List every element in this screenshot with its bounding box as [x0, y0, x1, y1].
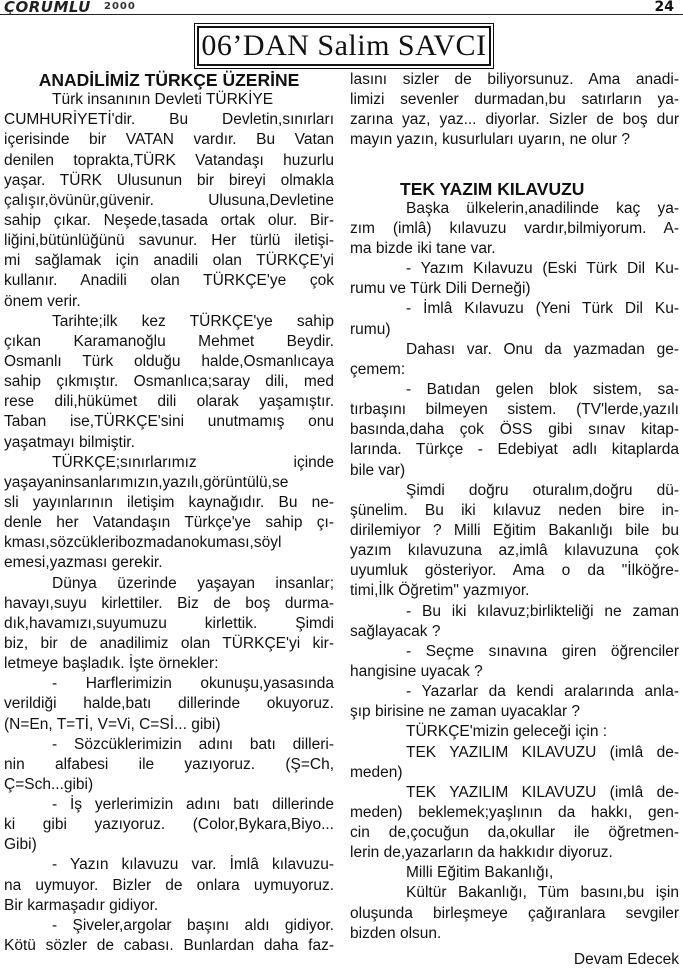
text-line: Taban ise,TÜRKÇE'sini unutmamış onu: [4, 413, 334, 431]
text-line: verildiği halde,batı dillerinde okuyoruz.: [4, 695, 334, 713]
text-line: tırbaşını bilmeyen sistem. (TV'lerde,yazılı: [350, 401, 679, 419]
text-line: yaşar. TÜRK Ulusunun bir bireyi olmakla: [4, 171, 334, 189]
newspaper-logo: ÇORUMLU: [4, 0, 91, 16]
text-line: ki gibi yazıyoruz. (Color,Bykara,Biyo...: [4, 816, 334, 834]
left-column: [4, 70, 334, 956]
text-line: rumu ve Türk Dili Derneği): [350, 280, 531, 298]
text-line: dık,havamızı,suyumuzu kirlettik. Şimdi: [4, 614, 334, 632]
text-line: yazım kılavuzuna az,imlâ kılavuzuna çok: [350, 542, 679, 560]
text-line: Bir karmaşadır gidiyor.: [4, 896, 159, 914]
text-line: bile var): [350, 461, 406, 479]
text-line: rese dili,hükümet dili olarak yaşamıştır.: [4, 393, 334, 411]
section-heading: TEK YAZIM KILAVUZU: [400, 178, 585, 199]
text-line: meden): [350, 763, 403, 781]
text-line: - Şiveler,argolar başını aldı gidiyor.: [52, 916, 334, 934]
text-line: zarına yaz, yaz... diyorlar. Sizler de boş dur: [350, 111, 679, 129]
text-line: sahip çıkar. Neşede,tasada ortak olur. Bir-: [4, 211, 334, 229]
text-line: Gibi): [4, 836, 37, 854]
header-rule: [0, 14, 683, 15]
text-line: Osmanlı Türk olduğu halde,Osmanlıcaya: [4, 352, 334, 370]
text-line: şıp birisine ne zaman uyacaklar ?: [350, 703, 581, 721]
text-line: Ç=Sch...gibi): [4, 775, 94, 793]
text-line: yaşayaninsanlarımızın,yazılı,görüntülü,se: [4, 473, 289, 491]
text-line: - İş yerlerimizin adını batı dillerinde: [52, 796, 334, 814]
text-line: CUMHURİYETİ'dir. Bu Devletin,sınırları: [4, 111, 334, 129]
text-line: mi sağlamak için anadili olan TÜRKÇE'yi: [4, 252, 334, 270]
text-line: TEK YAZILIM KILAVUZU (imlâ de-: [406, 743, 679, 761]
text-line: oluşunda birleşmeye çağıranlara sevgiler: [350, 904, 679, 922]
text-line: kullanır. Anadili olan TÜRKÇE'ye çok: [4, 272, 334, 290]
text-line: - Harflerimizin okunuşu,yasasında: [52, 675, 334, 693]
text-line: ma bizde iki tane var.: [350, 239, 496, 257]
text-line: Kültür Bakanlığı, Tüm basını,bu işin: [406, 884, 679, 902]
masthead: [0, 0, 683, 22]
text-line: Şimdi doğru oturalım,doğru dü-: [406, 481, 679, 499]
text-line: timi,İlk Öğretim" yazmıyor.: [350, 582, 530, 600]
text-line: TEK YAZILIM KILAVUZU (imlâ de-: [406, 783, 679, 801]
continued-note: Devam Edecek: [573, 950, 679, 968]
section-spacer: [350, 151, 679, 179]
text-line: Milli Eğitim Bakanlığı,: [406, 864, 554, 882]
text-line: emesi,yazması gerekir.: [4, 554, 163, 572]
text-line: larında. Türkçe - Edebiyat adlı kitaplarda: [350, 441, 679, 459]
column-title: 06’DAN Salim SAVCI: [201, 29, 487, 62]
text-line: Türk insanının Devleti TÜRKİYE: [52, 91, 274, 109]
text-line: uyumluk gösteriyor. Ama o da "İlköğre-: [350, 562, 679, 580]
page-number: 24: [654, 0, 674, 15]
text-line: TÜRKÇE;sınırlarımız içinde: [52, 453, 334, 471]
text-line: hangisine uyacak ?: [350, 662, 483, 680]
text-line: biz, bir de anadilimiz olan TÜRKÇE'yi kir-: [4, 634, 334, 652]
text-line: - Bu iki kılavuz;birlikteliği ne zaman: [406, 602, 679, 620]
text-line: şünelim. Bu iki kılavuz neden bire in-: [350, 501, 679, 519]
text-line: lerin de,yazarların da hakkıdır diyoruz.: [350, 844, 613, 862]
text-line: na uymuyor. Bizler de onlara uymuyoruz.: [4, 876, 334, 894]
text-line: dirilemiyor ? Milli Eğitim Bakanlığı bile bu: [350, 521, 679, 539]
text-line: cin de,çocuğun da,okullar ile öğretmen-: [350, 824, 679, 842]
text-line: meden) beklemek;yaşlının da hakkı, gen-: [350, 803, 679, 821]
text-line: sli yayınlarının iletişim kaynağıdır. Bu ne-: [4, 493, 334, 511]
text-line: - Yazım Kılavuzu (Eski Türk Dil Ku-: [406, 260, 679, 278]
text-line: basında,daha çok ÖSS gibi sınav kitap-: [350, 421, 679, 439]
text-line: yaşatmayı bilmiştir.: [4, 433, 135, 451]
text-line: lasını sizler de biliyorsunuz. Ama anadi-: [350, 71, 679, 88]
text-line: Kötü sözler de cabası. Bunlardan daha faz-: [4, 937, 334, 955]
text-line: sahip çıkmıştır. Osmanlıca;saray dili, med: [4, 373, 334, 391]
text-line: çemem:: [350, 360, 406, 378]
text-line: sağlayacak ?: [350, 622, 441, 640]
text-line: bizden olsun.: [350, 924, 442, 942]
text-line: - Seçme sınavına giren öğrenciler: [406, 642, 679, 660]
text-line: mayın yazın, kusurluları uyarın, ne olur ?: [350, 131, 630, 149]
text-line: TÜRKÇE'mizin geleceği için :: [406, 723, 608, 741]
text-line: - Yazın kılavuzu var. İmlâ kılavuzu-: [52, 856, 334, 874]
text-line: denle her Vatandaşın Türkçe'ye sahip çı-: [4, 514, 334, 532]
text-line: nin alfabesi ile yazıyoruz. (Ş=Ch,: [4, 755, 334, 773]
text-line: Tarihte;ilk kez TÜRKÇE'ye sahip: [52, 312, 334, 330]
text-line: çıkan Karamanoğlu Mehmet Beydir.: [4, 332, 334, 350]
text-line: limizi sevenler durmadan,bu satırların ya-: [350, 91, 679, 109]
text-line: - Yazarlar da kendi aralarında anla-: [406, 683, 679, 701]
article-heading: ANADİLİMİZ TÜRKÇE ÜZERİNE: [38, 70, 300, 90]
text-line: Dahası var. Onu da yazmadan ge-: [406, 340, 679, 358]
text-line: Dünya üzerinde yaşayan insanlar;: [52, 574, 334, 592]
issue-year: 2000: [104, 1, 136, 12]
text-line: - Sözcüklerimizin adını batı dilleri-: [52, 735, 334, 753]
text-line: önem verir.: [4, 292, 81, 310]
text-line: denilen toprakta,TÜRK Vatandaşı huzurlu: [4, 151, 334, 169]
text-line: Başka ülkelerin,anadilinde kaç ya-: [406, 199, 679, 217]
text-line: çalışır,övünür,güvenir. Ulusuna,Devletine: [4, 191, 334, 209]
text-line: kması,sözcükleribozmadanokuması,söyl: [4, 534, 282, 552]
text-line: - Batıdan gelen blok sistem, sa-: [406, 380, 679, 398]
text-line: - İmlâ Kılavuzu (Yeni Türk Dil Ku-: [406, 300, 679, 318]
text-line: içerisinde bir VATAN vardır. Bu Vatan: [4, 131, 334, 149]
column-title-box: [197, 26, 491, 66]
text-line: letmeye başladık. İşte örnekler:: [4, 655, 219, 673]
right-column: [350, 70, 679, 970]
text-line: zım (imlâ) kılavuzu vardır,bilmiyorum. A-: [350, 219, 679, 237]
text-line: (N=En, T=Tİ, V=Vi, C=Sİ... gibi): [4, 715, 221, 733]
text-line: liğini,bütünlüğünü savunur. Her türlü iletişi-: [4, 232, 334, 250]
text-line: rumu): [350, 320, 391, 338]
text-line: havayı,suyu kirlettiler. Biz de boş durma-: [4, 594, 334, 612]
